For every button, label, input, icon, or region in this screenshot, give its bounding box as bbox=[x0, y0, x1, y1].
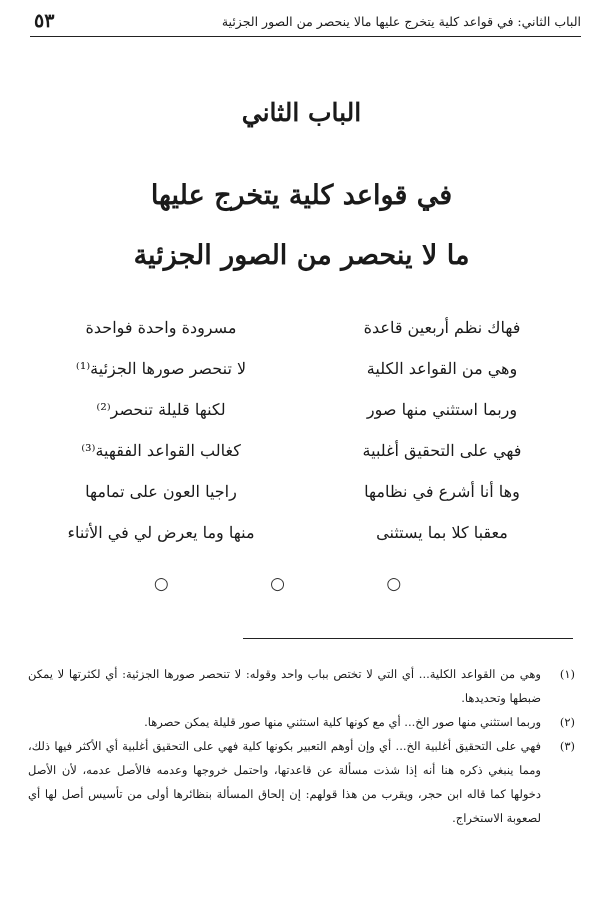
footnotes bbox=[28, 662, 575, 830]
footnote-text: وربما استثني منها صور الخ... أي مع كونها كلية استثني منها صور قليلة يمكن حصرها. bbox=[144, 715, 541, 729]
verse-second-hemistich: مسرودة واحدة فواحدة bbox=[85, 318, 237, 337]
footnote bbox=[28, 662, 575, 710]
running-header-title: الباب الثاني: في قواعد كلية يتخرج عليها مالا ينحصر من الصور الجزئية bbox=[221, 14, 581, 29]
verse-first-hemistich: فهي على التحقيق أغلبية bbox=[362, 441, 522, 460]
poem bbox=[30, 318, 573, 564]
verse-second-hemistich: منها وما يعرض لي في الأثناء bbox=[67, 523, 255, 542]
chapter-title-line-2: ما لا ينحصر من الصور الجزئية bbox=[133, 240, 470, 271]
section-ornament: ○ ○ ○ bbox=[153, 574, 450, 594]
page-number: ٥٣ bbox=[34, 10, 55, 32]
footnote bbox=[28, 710, 575, 734]
footnote-marker: (٣) bbox=[559, 739, 575, 753]
verse bbox=[30, 400, 573, 441]
verse-first-hemistich: فهاك نظم أربعين قاعدة bbox=[363, 318, 521, 337]
verse bbox=[30, 359, 573, 400]
running-header bbox=[30, 10, 581, 37]
footnote-text: وهي من القواعد الكلية... أي التي لا تختص بباب واحد وقوله: لا تنحصر صورها الجزئية: أي لكثرتها لا يمكن ضبطها وتحديدها. bbox=[28, 667, 541, 705]
footnote-marker: (١) bbox=[559, 667, 575, 681]
verse bbox=[30, 523, 573, 564]
verse-second-hemistich: كغالب القواعد الفقهية⁽³⁾ bbox=[81, 441, 241, 460]
chapter-title-line-1: في قواعد كلية يتخرج عليها bbox=[150, 180, 453, 211]
verse-second-hemistich: لا تنحصر صورها الجزئية⁽¹⁾ bbox=[75, 359, 247, 378]
footnote-text: فهي على التحقيق أغلبية الخ... أي وإن أوهم التعبير بكونها كلية فهي على التحقيق أغلبية أي الأكثر فيها ذلك، ومما ينبغي ذكره هنا أنه إذا شذت مسألة عن قاعدتها، واحتمل خروجها وعدمه فالأصل عدمه، لأن الأصل دخولها كما قاله ابن حجر، ويقرب من هذا قولهم: إن إلحاق المسألة بنظائرها أولى من تأسيس أصل لها أي لصعوبة الاستخراج. bbox=[28, 739, 541, 825]
chapter-label: الباب الثاني bbox=[241, 98, 362, 127]
verse-first-hemistich: وربما استثني منها صور bbox=[366, 400, 518, 419]
verse-second-hemistich: لكنها قليلة تنحصر⁽²⁾ bbox=[96, 400, 226, 419]
verse-first-hemistich: وهي من القواعد الكلية bbox=[366, 359, 518, 378]
footnote-marker: (٢) bbox=[559, 715, 575, 729]
footnote-divider bbox=[243, 638, 573, 639]
verse bbox=[30, 482, 573, 523]
verse bbox=[30, 441, 573, 482]
footnote bbox=[28, 734, 575, 830]
verse-first-hemistich: معقبا كلا بما يستثنى bbox=[376, 523, 508, 542]
verse-second-hemistich: راجيا العون على تمامها bbox=[85, 482, 237, 501]
verse-first-hemistich: وها أنا أشرع في نظامها bbox=[364, 482, 520, 501]
verse bbox=[30, 318, 573, 359]
